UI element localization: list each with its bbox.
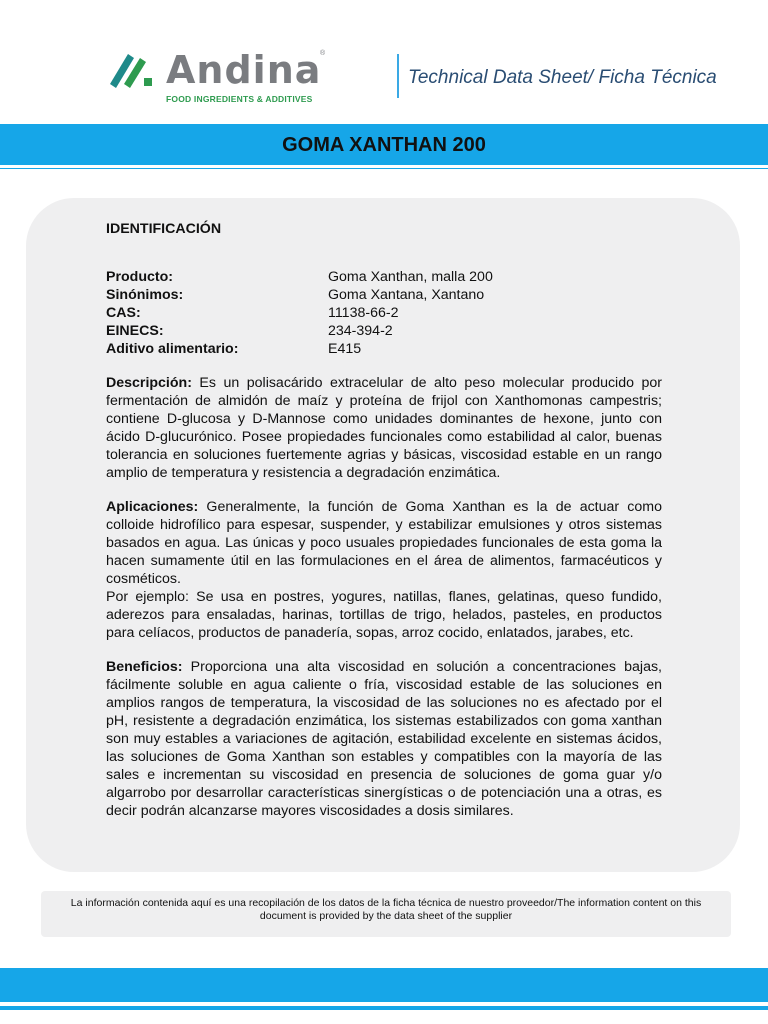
footer-disclaimer: [41, 891, 731, 937]
benefits-label: Beneficios:: [106, 659, 183, 675]
id-value: Goma Xanthan, malla 200: [328, 269, 493, 285]
applications-text: Generalmente, la función de Goma Xanthan es la de actuar como colloide hidrofílico para espesar, suspender, y estabilizar emulsiones y otros sistemas basados en agua. Las únicas y poco usuales propiedades funcionales de esta goma la hacen sumamente útil en las formulaciones en el área de alimentos, farmacéuticos y cosméticos.: [106, 499, 662, 587]
applications-label: Aplicaciones:: [106, 499, 199, 515]
page-header: [0, 0, 768, 125]
id-row-product: [106, 268, 662, 286]
title-band: [0, 125, 768, 168]
description-paragraph: [106, 374, 662, 482]
id-value: 11138-66-2: [328, 305, 399, 321]
id-label: CAS:: [106, 305, 141, 321]
bottom-band: [0, 968, 768, 1002]
id-row-additive: [106, 340, 662, 358]
description-text: Es un polisacárido extracelular de alto peso molecular producido por fermentación de almidón de maíz y proteína de frijol con Xanthomonas campestris; contiene D-glucosa y D-Mannose como unidades dominantes de hexone, junto con ácido D-glucurónico. Posee propiedades funcionales como estabilidad al calor, buenas tolerancia en soluciones fuertemente agrias y básicas, viscosidad estable en un rango amplio de temperatura y resistencia a degradación enzimática.: [106, 375, 662, 481]
description-label: Descripción:: [106, 375, 192, 391]
product-title: GOMA XANTHAN 200: [282, 134, 486, 156]
id-label: EINECS:: [106, 323, 164, 339]
applications-paragraph: [106, 498, 662, 642]
id-row-synonyms: [106, 286, 662, 304]
registered-mark: ®: [320, 50, 326, 57]
id-label: Producto:: [106, 269, 173, 285]
document-type: Technical Data Sheet/ Ficha Técnica: [408, 67, 717, 88]
id-row-einecs: [106, 322, 662, 340]
brand-name: Andina: [166, 48, 322, 92]
applications-example: Por ejemplo: Se usa en postres, yogures, natillas, flanes, gelatinas, queso fundido, aderezos para ensaladas, harinas, tortillas de trigo, helados, pasteles, en productos para celíacos, productos de panadería, sopas, arroz cocido, enlatados, jarabes, etc.: [106, 589, 662, 641]
id-label: Aditivo alimentario:: [106, 341, 239, 357]
id-value: 234-394-2: [328, 323, 393, 339]
brand-tagline: FOOD INGREDIENTS & ADDITIVES: [166, 94, 313, 104]
id-value: E415: [328, 341, 362, 357]
header-divider: [397, 54, 399, 98]
logo-mark-icon: [106, 48, 162, 88]
identification-heading: IDENTIFICACIÓN: [106, 221, 222, 237]
id-label: Sinónimos:: [106, 287, 184, 303]
identification-table: [106, 268, 662, 358]
content-body: [106, 216, 662, 820]
andina-logo: [106, 46, 336, 110]
footer-note: La información contenida aquí es una recopilación de los datos de la ficha técnica de nuestro proveedor/The information content on this document is provided by the data sheet of the supplier: [70, 897, 702, 922]
benefits-text: Proporciona una alta viscosidad en solución a concentraciones bajas, fácilmente soluble en agua caliente o fría, viscosidad estable de las soluciones en amplios rangos de temperatura, la viscosidad de las soluciones no es afectado por el pH, resistente a degradación enzimática, los sistemas estabilizados con goma xanthan son muy estables a variaciones de agitación, estabilidad excelente en sistemas ácidos, las soluciones de Goma Xanthan son estables y compatibles con la mayoría de las sales e incrementan su viscosidad en presencia de soluciones de goma guar y/o algarrobo por desarrollar características sinergísticas o de potenciación una a otras, es decir podrán alcanzarse mayores viscosidades a dosis similares.: [106, 659, 662, 819]
benefits-paragraph: [106, 658, 662, 820]
bottom-line: [0, 1006, 768, 1010]
id-value: Goma Xantana, Xantano: [328, 287, 485, 303]
id-row-cas: [106, 304, 662, 322]
